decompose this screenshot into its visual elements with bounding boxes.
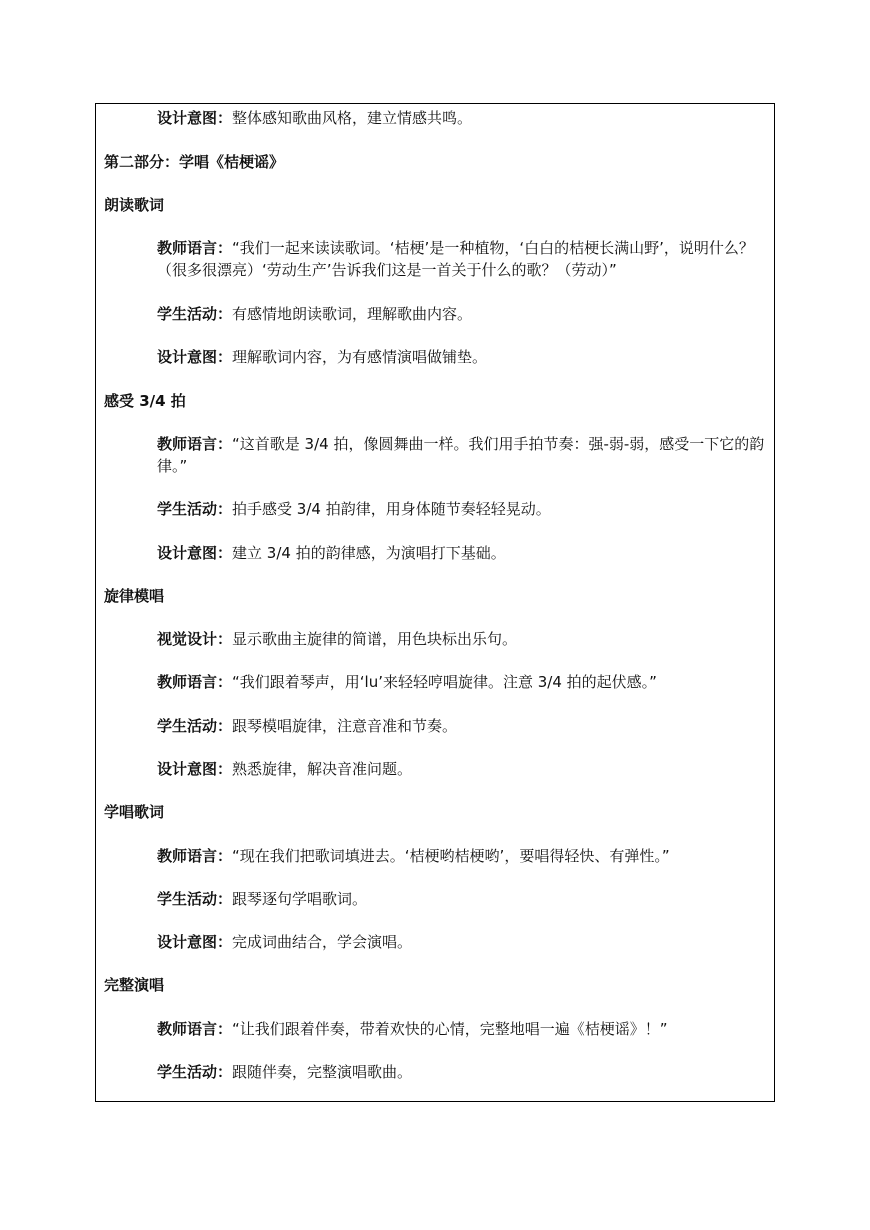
paragraph-text: “让我们跟着伴奏，带着欢快的心情，完整地唱一遍《桔梗谣》！”: [232, 1020, 668, 1038]
paragraph-label: 设计意图：: [157, 348, 233, 366]
paragraph: [157, 498, 769, 520]
paragraph-label: 设计意图：: [157, 933, 233, 951]
paragraph-label: 学生活动：: [157, 890, 233, 908]
paragraph: [157, 671, 769, 693]
subsection-heading: 旋律模唱: [104, 587, 165, 605]
paragraph-text: 显示歌曲主旋律的简谱，用色块标出乐句。: [232, 630, 518, 648]
paragraph-text: “这首歌是 3/4 拍，像圆舞曲一样。我们用手拍节奏：强-弱-弱，感受一下它的韵律。”: [157, 435, 765, 475]
paragraph-text: 拍手感受 3/4 拍韵律，用身体随节奏轻轻晃动。: [232, 500, 551, 518]
paragraph: [157, 888, 769, 910]
paragraph: [157, 237, 769, 281]
paragraph-label: 学生活动：: [157, 500, 233, 518]
paragraph: [157, 1018, 769, 1040]
paragraph: [157, 715, 769, 737]
paragraph-text: 有感情地朗读歌词，理解歌曲内容。: [232, 305, 473, 323]
paragraph-label: 教师语言：: [157, 239, 233, 257]
paragraph-label: 教师语言：: [157, 435, 233, 453]
paragraph-text: 跟随伴奏，完整演唱歌曲。: [232, 1063, 413, 1081]
paragraph-label: 设计意图：: [157, 760, 233, 778]
paragraph: [157, 433, 769, 477]
paragraph-label: 教师语言：: [157, 847, 233, 865]
paragraph-text: 理解歌词内容，为有感情演唱做铺垫。: [232, 348, 488, 366]
paragraph-text: 跟琴逐句学唱歌词。: [232, 890, 368, 908]
subsection-heading: 学唱歌词: [104, 803, 165, 821]
paragraph-label: 设计意图：: [157, 544, 233, 562]
paragraph-text: 跟琴模唱旋律，注意音准和节奏。: [232, 717, 458, 735]
paragraph: [157, 1061, 769, 1083]
paragraph-text: “现在我们把歌词填进去。‘桔梗哟桔梗哟’，要唱得轻快、有弹性。”: [232, 847, 670, 865]
paragraph-label: 学生活动：: [157, 305, 233, 323]
paragraph-text: 完成词曲结合，学会演唱。: [232, 933, 413, 951]
subsection-heading: 感受 3/4 拍: [104, 392, 186, 410]
paragraph-label: 教师语言：: [157, 1020, 233, 1038]
paragraph-label: 视觉设计：: [157, 630, 233, 648]
paragraph: [157, 107, 769, 129]
paragraph: [157, 542, 769, 564]
paragraph-text: 建立 3/4 拍的韵律感，为演唱打下基础。: [232, 544, 506, 562]
paragraph: [157, 346, 769, 368]
subsection-heading: 完整演唱: [104, 976, 165, 994]
paragraph-label: 学生活动：: [157, 1063, 233, 1081]
paragraph-label: 设计意图：: [157, 109, 233, 127]
paragraph: [157, 758, 769, 780]
paragraph: [157, 845, 769, 867]
paragraph: [157, 931, 769, 953]
paragraph-text: “我们一起来读读歌词。‘桔梗’是一种植物，‘白白的桔梗长满山野’，说明什么？（很多很漂亮）‘劳动生产’告诉我们这是一首关于什么的歌？（劳动）”: [157, 239, 754, 279]
paragraph: [157, 628, 769, 650]
subsection-heading: 朗读歌词: [104, 196, 165, 214]
paragraph-text: “我们跟着琴声，用‘lu’来轻轻哼唱旋律。注意 3/4 拍的起伏感。”: [232, 673, 657, 691]
paragraph-text: 熟悉旋律，解决音准问题。: [232, 760, 413, 778]
paragraph-label: 学生活动：: [157, 717, 233, 735]
section-heading: 第二部分：学唱《桔梗谣》: [104, 153, 285, 171]
paragraph-text: 整体感知歌曲风格，建立情感共鸣。: [232, 109, 473, 127]
paragraph-label: 教师语言：: [157, 673, 233, 691]
paragraph: [157, 303, 769, 325]
